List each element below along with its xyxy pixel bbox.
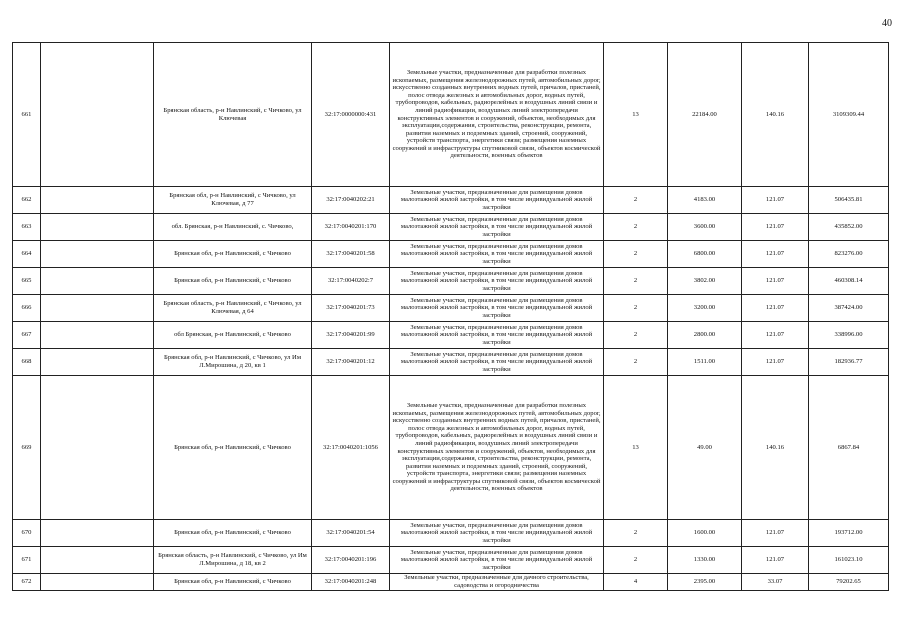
rate-cell: 121.07 — [742, 520, 809, 547]
table-row — [13, 349, 889, 376]
cadastral-number-cell: 32:17:0040201:170 — [312, 214, 390, 241]
empty-cell — [41, 547, 154, 574]
empty-cell — [41, 214, 154, 241]
area-cell: 1600.00 — [668, 520, 742, 547]
empty-cell — [41, 295, 154, 322]
row-number: 670 — [13, 520, 41, 547]
table-row — [13, 574, 889, 591]
group-cell: 2 — [604, 241, 668, 268]
address-cell: Брянская обл, р-н Навлинский, с Чичково — [154, 268, 312, 295]
group-cell: 2 — [604, 187, 668, 214]
empty-cell — [41, 241, 154, 268]
address-cell: Брянская обл, р-н Навлинский, с Чичково — [154, 241, 312, 268]
row-number: 668 — [13, 349, 41, 376]
cadastral-value-cell: 3109309.44 — [809, 43, 889, 187]
table-row — [13, 214, 889, 241]
rate-cell: 121.07 — [742, 187, 809, 214]
rate-cell: 121.07 — [742, 547, 809, 574]
area-cell: 2800.00 — [668, 322, 742, 349]
empty-cell — [41, 349, 154, 376]
table-row — [13, 295, 889, 322]
row-number: 665 — [13, 268, 41, 295]
cadastral-value-cell: 193712.00 — [809, 520, 889, 547]
land-use-cell: Земельные участки, предназначенные для размещения домов малоэтажной жилой застройки, в том числе индивидуальной жилой застройки — [390, 547, 604, 574]
empty-cell — [41, 268, 154, 295]
cadastral-value-cell: 823276.00 — [809, 241, 889, 268]
rate-cell: 140.16 — [742, 43, 809, 187]
row-number: 662 — [13, 187, 41, 214]
cadastral-number-cell: 32:17:0040202:21 — [312, 187, 390, 214]
address-cell: обл Брянская, р-н Навлинский, с Чичково — [154, 322, 312, 349]
group-cell: 4 — [604, 574, 668, 591]
land-use-cell: Земельные участки, предназначенные для разработки полезных ископаемых, размещения железнодорожных путей, автомобильных дорог, искусственно созданных внутренних водных путей, причалов, пристаней, полос отвода железных и автомобильных дорог, водных путей, трубопроводов, кабельных, радиорелейных и воздушных линий связи и линий радиофикации, воздушных линий электропередачи конструктивных элементов и сооружений, объектов, необходимых для эксплуатации,содержания, строительства, реконструкции, ремонта, развития наземных и подземных зданий, строений, сооружений, устройств транспорта, энергетики связи; размещения наземных сооружений и инфраструктуры спутниковой связи, объектов космической деятельности, военных объектов — [390, 376, 604, 520]
rate-cell: 121.07 — [742, 322, 809, 349]
row-number: 671 — [13, 547, 41, 574]
address-cell: Брянская обл, р-н Навлинский, с Чичково, ул Ключевая, д 77 — [154, 187, 312, 214]
land-use-cell: Земельные участки, предназначенные для дачного строительства, садоводства и огородничества — [390, 574, 604, 591]
cadastral-number-cell: 32:17:0040202:7 — [312, 268, 390, 295]
land-use-cell: Земельные участки, предназначенные для размещения домов малоэтажной жилой застройки, в том числе индивидуальной жилой застройки — [390, 214, 604, 241]
row-number: 669 — [13, 376, 41, 520]
area-cell: 3600.00 — [668, 214, 742, 241]
cadastral-value-cell: 6867.84 — [809, 376, 889, 520]
address-cell: Брянская область, р-н Навлинский, с Чичково, ул Им Л.Мирошина, д 18, кв 2 — [154, 547, 312, 574]
rate-cell: 121.07 — [742, 295, 809, 322]
cadastral-number-cell: 32:17:0040201:1056 — [312, 376, 390, 520]
group-cell: 2 — [604, 268, 668, 295]
row-number: 663 — [13, 214, 41, 241]
row-number: 661 — [13, 43, 41, 187]
land-use-cell: Земельные участки, предназначенные для размещения домов малоэтажной жилой застройки, в том числе индивидуальной жилой застройки — [390, 187, 604, 214]
cadastral-value-cell: 506435.81 — [809, 187, 889, 214]
group-cell: 13 — [604, 376, 668, 520]
cadastral-number-cell: 32:17:0040201:99 — [312, 322, 390, 349]
group-cell: 2 — [604, 295, 668, 322]
land-use-cell: Земельные участки, предназначенные для размещения домов малоэтажной жилой застройки, в том числе индивидуальной жилой застройки — [390, 349, 604, 376]
table-row — [13, 547, 889, 574]
land-use-cell: Земельные участки, предназначенные для размещения домов малоэтажной жилой застройки, в том числе индивидуальной жилой застройки — [390, 268, 604, 295]
area-cell: 6800.00 — [668, 241, 742, 268]
rate-cell: 121.07 — [742, 268, 809, 295]
table-row — [13, 520, 889, 547]
table-row — [13, 241, 889, 268]
cadastral-number-cell: 32:17:0040201:196 — [312, 547, 390, 574]
land-use-cell: Земельные участки, предназначенные для размещения домов малоэтажной жилой застройки, в том числе индивидуальной жилой застройки — [390, 520, 604, 547]
cadastral-value-cell: 435852.00 — [809, 214, 889, 241]
group-cell: 2 — [604, 520, 668, 547]
table-row — [13, 322, 889, 349]
group-cell: 2 — [604, 214, 668, 241]
group-cell: 2 — [604, 547, 668, 574]
rate-cell: 121.07 — [742, 241, 809, 268]
rate-cell: 121.07 — [742, 349, 809, 376]
group-cell: 2 — [604, 322, 668, 349]
cadastral-value-cell: 460308.14 — [809, 268, 889, 295]
cadastral-number-cell: 32:17:0040201:248 — [312, 574, 390, 591]
area-cell: 1330.00 — [668, 547, 742, 574]
land-use-cell: Земельные участки, предназначенные для размещения домов малоэтажной жилой застройки, в том числе индивидуальной жилой застройки — [390, 241, 604, 268]
address-cell: Брянская обл, р-н Навлинский, с Чичково — [154, 376, 312, 520]
table-row — [13, 187, 889, 214]
table-row — [13, 376, 889, 520]
cadastral-number-cell: 32:17:0040201:73 — [312, 295, 390, 322]
cadastral-number-cell: 32:17:0040201:58 — [312, 241, 390, 268]
cadastral-value-cell: 161023.10 — [809, 547, 889, 574]
area-cell: 49.00 — [668, 376, 742, 520]
group-cell: 13 — [604, 43, 668, 187]
land-register-table — [12, 42, 889, 591]
table-row — [13, 43, 889, 187]
row-number: 666 — [13, 295, 41, 322]
row-number: 664 — [13, 241, 41, 268]
area-cell: 4183.00 — [668, 187, 742, 214]
cadastral-value-cell: 79202.65 — [809, 574, 889, 591]
address-cell: Брянская область, р-н Навлинский, с Чичково, ул Ключевая, д 64 — [154, 295, 312, 322]
area-cell: 1511.00 — [668, 349, 742, 376]
cadastral-number-cell: 32:17:0000000:431 — [312, 43, 390, 187]
table-row — [13, 268, 889, 295]
area-cell: 3200.00 — [668, 295, 742, 322]
area-cell: 3802.00 — [668, 268, 742, 295]
empty-cell — [41, 43, 154, 187]
group-cell: 2 — [604, 349, 668, 376]
page-number: 40 — [882, 18, 892, 29]
cadastral-number-cell: 32:17:0040201:54 — [312, 520, 390, 547]
address-cell: Брянская обл, р-н Навлинский, с Чичково — [154, 574, 312, 591]
empty-cell — [41, 574, 154, 591]
area-cell: 22184.00 — [668, 43, 742, 187]
rate-cell: 121.07 — [742, 214, 809, 241]
land-use-cell: Земельные участки, предназначенные для разработки полезных ископаемых, размещения железнодорожных путей, автомобильных дорог, искусственно созданных внутренних водных путей, причалов, пристаней, полос отвода железных и автомобильных дорог, водных путей, трубопроводов, кабельных, радиорелейных и воздушных линий связи и линий радиофикации, воздушных линий электропередачи конструктивных элементов и сооружений, объектов, необходимых для эксплуатации,содержания, строительства, реконструкции, ремонта, развития наземных и подземных зданий, строений, сооружений, устройств транспорта, энергетики связи; размещения наземных сооружений и инфраструктуры спутниковой связи, объектов космической деятельности, военных объектов — [390, 43, 604, 187]
cadastral-value-cell: 338996.00 — [809, 322, 889, 349]
land-use-cell: Земельные участки, предназначенные для размещения домов малоэтажной жилой застройки, в том числе индивидуальной жилой застройки — [390, 322, 604, 349]
empty-cell — [41, 187, 154, 214]
empty-cell — [41, 322, 154, 349]
cadastral-number-cell: 32:17:0040201:12 — [312, 349, 390, 376]
cadastral-value-cell: 387424.00 — [809, 295, 889, 322]
rate-cell: 140.16 — [742, 376, 809, 520]
address-cell: Брянская обл, р-н Навлинский, с Чичково — [154, 520, 312, 547]
row-number: 672 — [13, 574, 41, 591]
empty-cell — [41, 376, 154, 520]
address-cell: Брянская область, р-н Навлинский, с Чичково, ул Ключевая — [154, 43, 312, 187]
table-body — [13, 43, 889, 591]
cadastral-value-cell: 182936.77 — [809, 349, 889, 376]
address-cell: Брянская обл, р-н Навлинский, с Чичково, ул Им Л.Мирошина, д 20, кв 1 — [154, 349, 312, 376]
row-number: 667 — [13, 322, 41, 349]
area-cell: 2395.00 — [668, 574, 742, 591]
address-cell: обл. Брянская, р-н Навлинский, с. Чичково, — [154, 214, 312, 241]
empty-cell — [41, 520, 154, 547]
land-use-cell: Земельные участки, предназначенные для размещения домов малоэтажной жилой застройки, в том числе индивидуальной жилой застройки — [390, 295, 604, 322]
rate-cell: 33.07 — [742, 574, 809, 591]
